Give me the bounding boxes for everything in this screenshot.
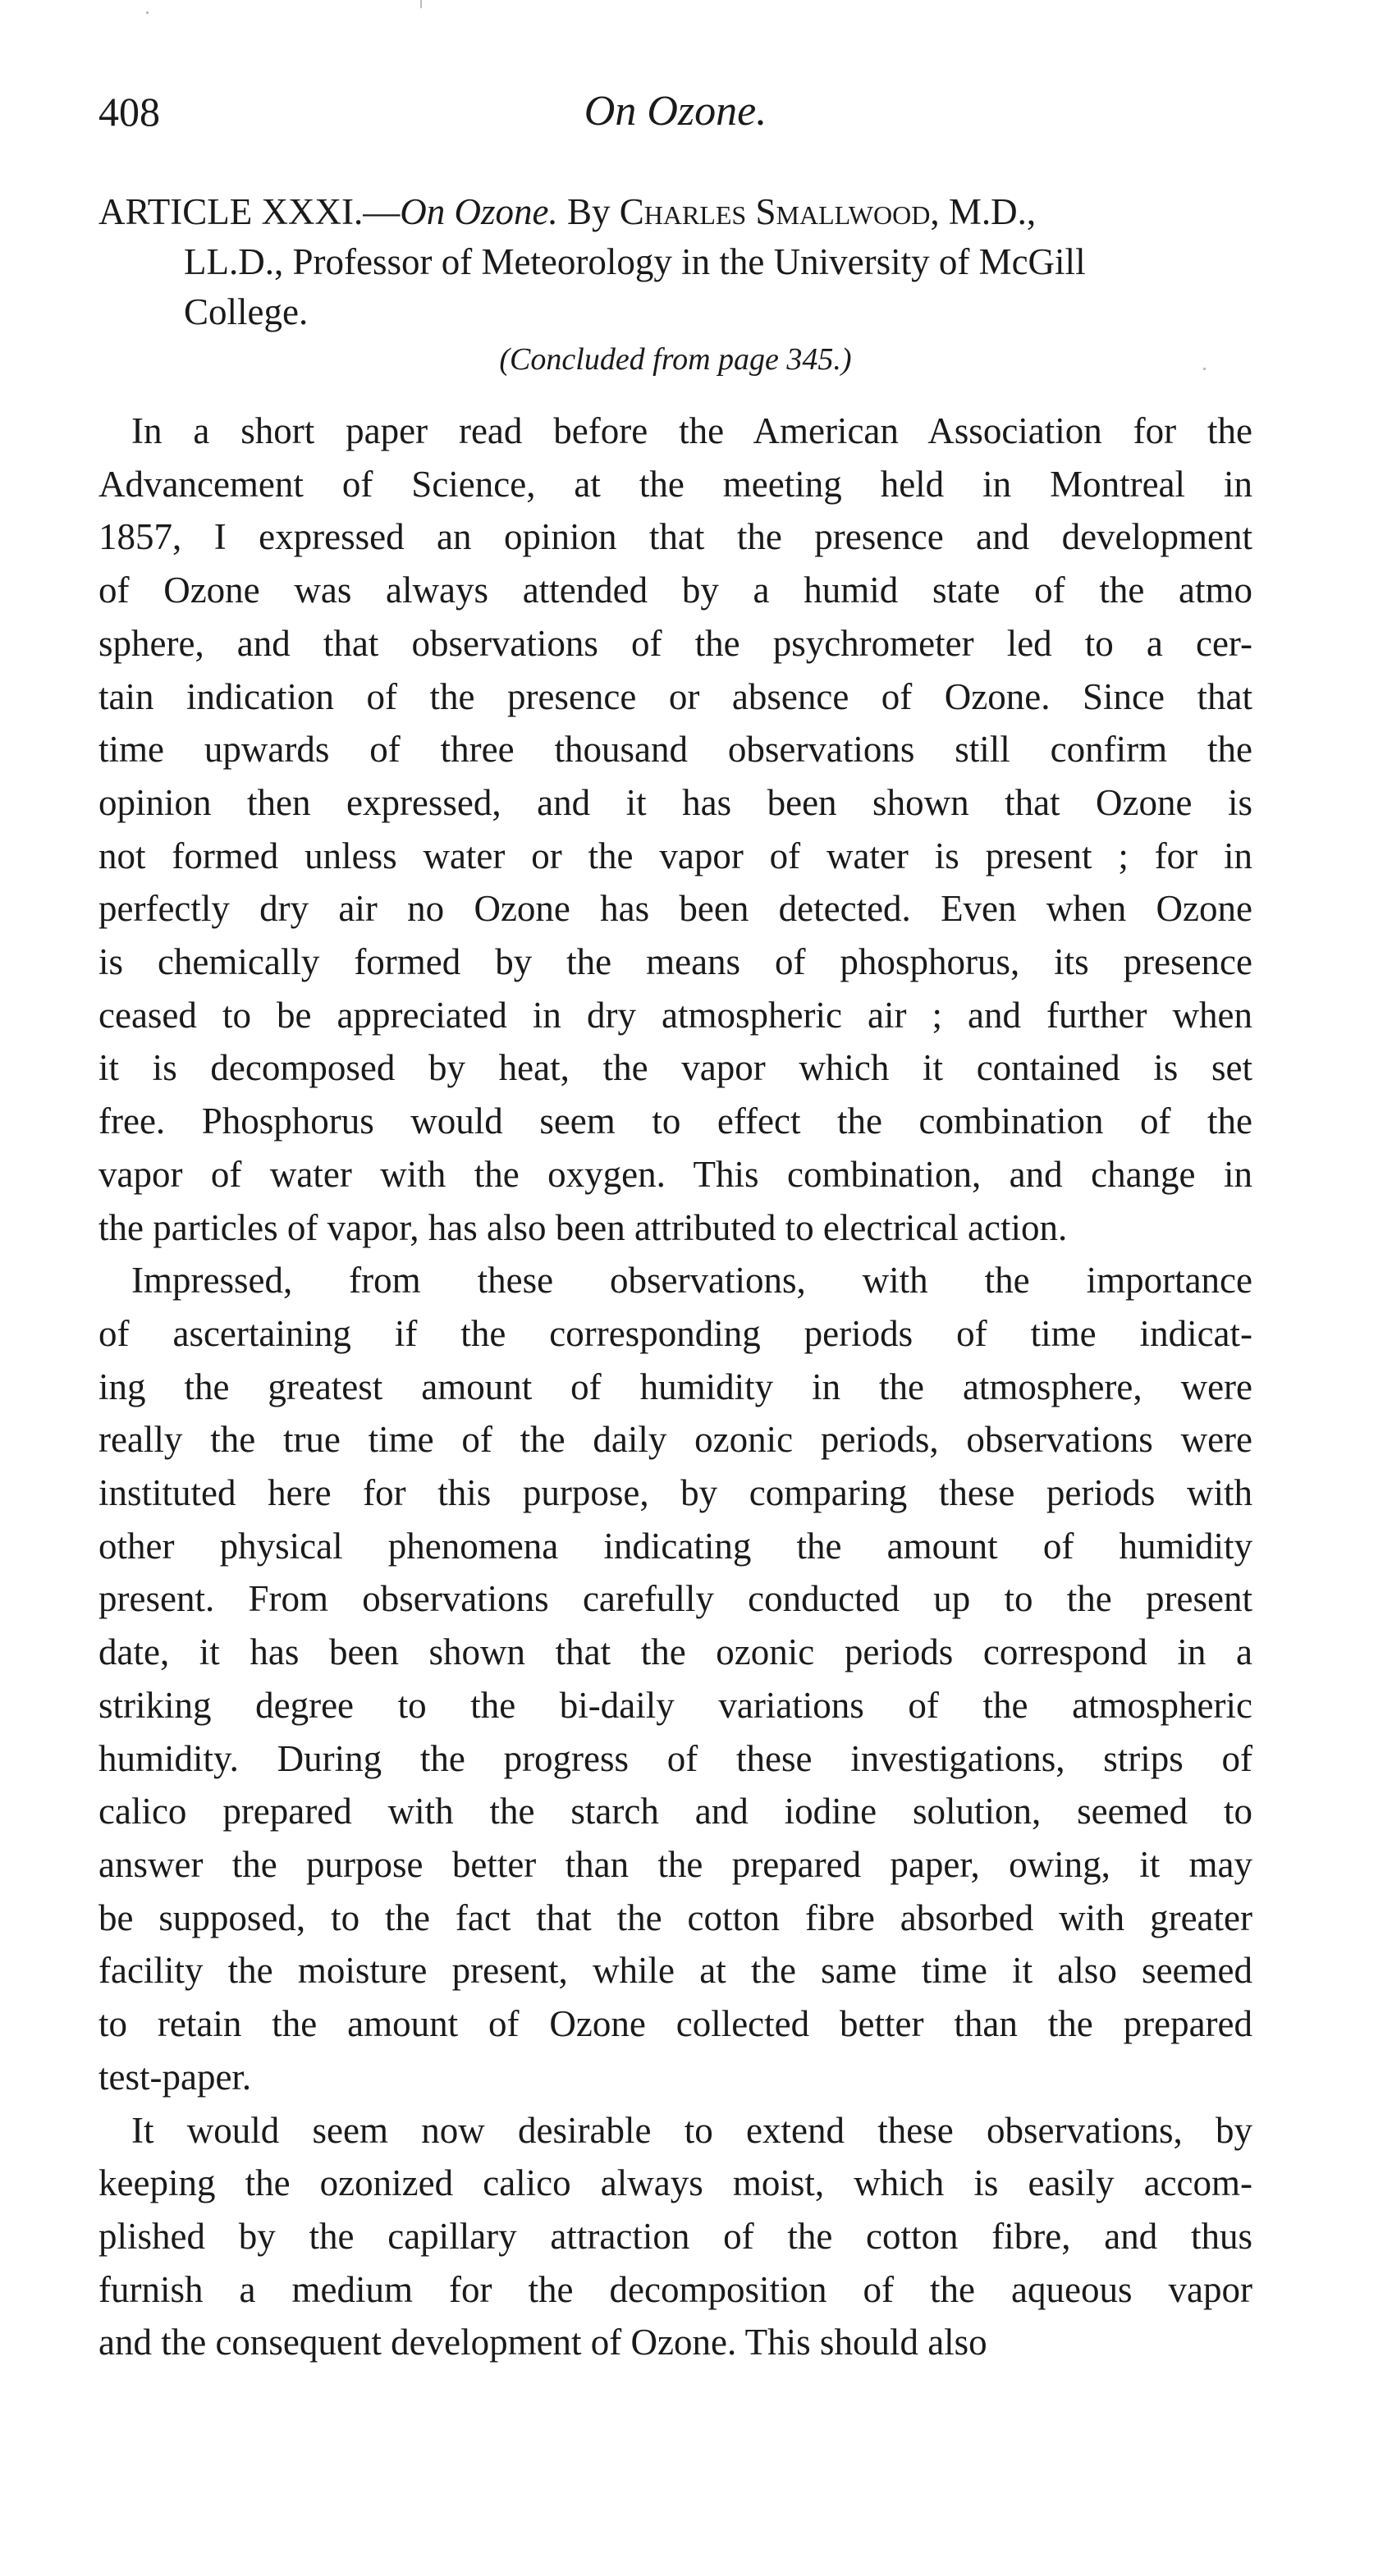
text-line: time upwards of three thousand observations still confirm the: [98, 729, 1252, 771]
text-line: furnish a medium for the decomposition of the aqueous vapor: [98, 2268, 1252, 2310]
text-line: keeping the ozonized calico always moist, which is easily accom-: [98, 2162, 1252, 2204]
text-line: Advancement of Science, at the meeting held in Montreal in: [98, 463, 1252, 505]
text-line: to retain the amount of Ozone collected better than the prepared: [98, 2003, 1252, 2045]
text-line: vapor of water with the oxygen. This combination, and change in: [98, 1153, 1252, 1195]
text-line: other physical phenomena indicating the amount of humidity: [98, 1525, 1252, 1567]
article-heading-line-2: LL.D., Professor of Meteorology in the University of McGill: [184, 241, 1086, 282]
text-line: humidity. During the progress of these investigations, strips of: [98, 1737, 1252, 1779]
text-line: date, it has been shown that the ozonic periods correspond in a: [98, 1631, 1252, 1673]
text-line: 1857, I expressed an opinion that the presence and development: [98, 516, 1252, 558]
text-line: be supposed, to the fact that the cotton fibre absorbed with greater: [98, 1897, 1252, 1938]
text-line: the particles of vapor, has also been attributed to electrical action.: [98, 1206, 1068, 1248]
page-header: [98, 79, 1252, 144]
text-line: sphere, and that observations of the psychrometer led to a cer-: [98, 622, 1252, 664]
text-line: facility the moisture present, while at the same time it also seemed: [98, 1950, 1252, 1992]
text-line: opinion then expressed, and it has been shown that Ozone is: [98, 781, 1252, 823]
text-line: of ascertaining if the corresponding periods of time indicat-: [98, 1312, 1252, 1354]
page-number: 408: [98, 89, 160, 135]
article-heading: [98, 187, 1252, 337]
text-line: is chemically formed by the means of phosphorus, its presence: [98, 941, 1252, 983]
paragraph: [98, 1254, 1252, 2103]
text-line: ing the greatest amount of humidity in the atmosphere, were: [98, 1366, 1252, 1407]
article-heading-line-3: College.: [184, 291, 309, 332]
text-line: of Ozone was always attended by a humid state of the atmo: [98, 570, 1252, 611]
article-title: On Ozone.: [400, 191, 558, 232]
text-line: tain indication of the presence or absence of Ozone. Since that: [98, 675, 1252, 717]
text-line: answer the purpose better than the prepared paper, owing, it may: [98, 1843, 1252, 1885]
text-line: present. From observations carefully conducted up to the present: [98, 1578, 1252, 1620]
text-line: calico prepared with the starch and iodine solution, seemed to: [98, 1791, 1252, 1832]
text-line: test-paper.: [98, 2056, 252, 2098]
text-line: striking degree to the bi-daily variations of the atmospheric: [98, 1684, 1252, 1726]
article-degree: , M.D.,: [930, 191, 1037, 232]
text-line: plished by the capillary attraction of the cotton fibre, and thus: [98, 2215, 1252, 2257]
text-line: it is decomposed by heat, the vapor which it contained is set: [98, 1047, 1252, 1089]
article-heading-line-1: [98, 187, 1252, 237]
text-line: free. Phosphorus would seem to effect the combination of the: [98, 1100, 1252, 1142]
text-line: ceased to be appreciated in dry atmospheric air ; and further when: [98, 994, 1252, 1036]
text-line: not formed unless water or the vapor of water is present ; for in: [98, 835, 1252, 876]
scan-speck: [420, 0, 422, 8]
article-label: ARTICLE XXXI.—: [98, 191, 401, 232]
article-author: Charles Smallwood: [619, 191, 931, 232]
article-body: [98, 405, 1252, 2369]
text-line: Impressed, from these observations, with the importance: [131, 1260, 1252, 1302]
text-line: really the true time of the daily ozonic periods, observations were: [98, 1419, 1252, 1461]
concluded-note: (Concluded from page 345.): [499, 342, 852, 377]
scan-speck: [1203, 368, 1206, 370]
text-line: In a short paper read before the American Association for the: [131, 410, 1252, 451]
paragraph: [98, 405, 1252, 1254]
text-line: instituted here for this purpose, by comparing these periods with: [98, 1472, 1252, 1514]
paragraph: [98, 2104, 1252, 2370]
text-line: It would seem now desirable to extend these observations, by: [131, 2109, 1252, 2151]
text-line: and the consequent development of Ozone. This should also: [98, 2322, 987, 2363]
article-by: By: [557, 191, 620, 232]
text-line: perfectly dry air no Ozone has been detected. Even when Ozone: [98, 888, 1252, 930]
scan-speck: [146, 11, 149, 14]
running-title: On Ozone.: [584, 88, 767, 135]
